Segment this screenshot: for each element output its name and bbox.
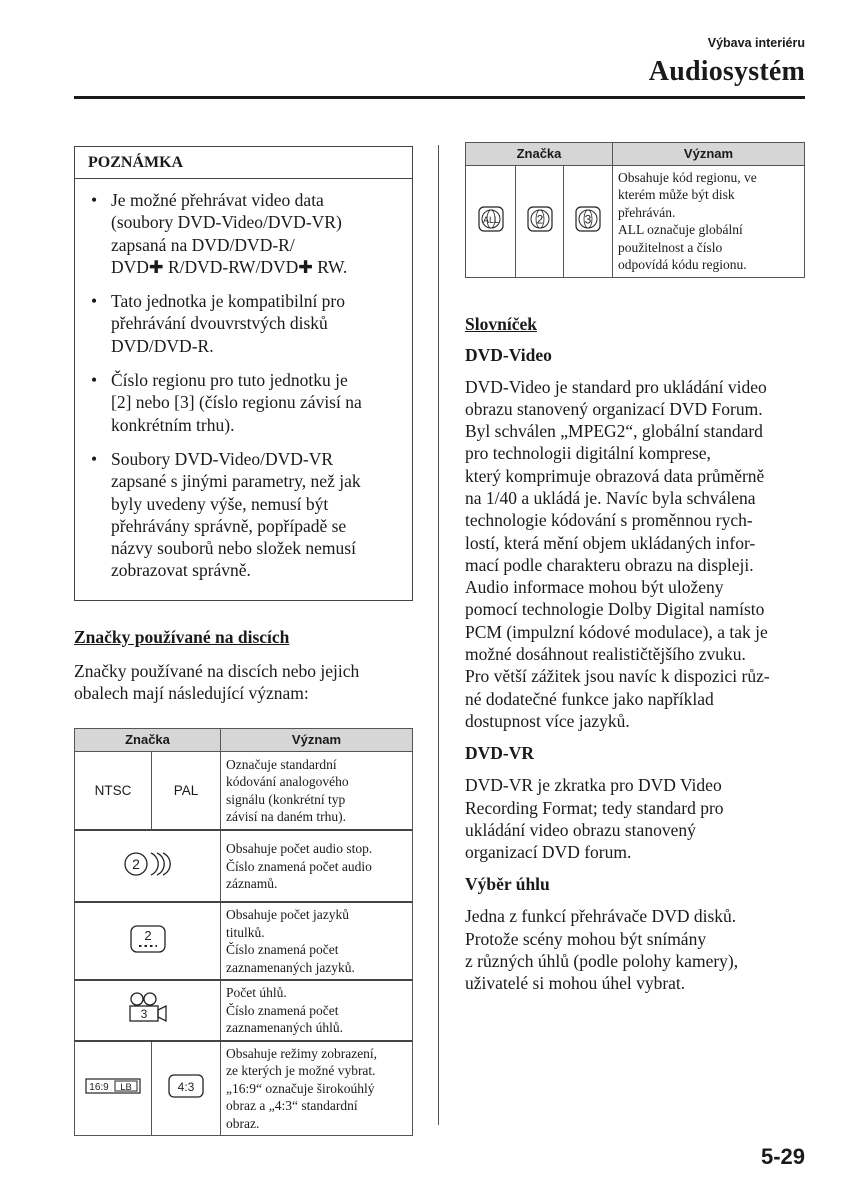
header-section: Výbava interiéru bbox=[707, 36, 805, 50]
letterbox-label: LB bbox=[120, 1082, 132, 1094]
note-item: • Soubory DVD-Video/DVD-VR zapsané s jinými parametry, než jak byly uvedeny výše, nemusí být přehrávány správně, popřípadě se názvy souborů nebo složek nemusí zobrazovat správně. bbox=[89, 448, 400, 582]
widescreen-label: 16:9 bbox=[89, 1082, 109, 1094]
note-list bbox=[75, 179, 412, 600]
note-item: • Číslo regionu pro tuto jednotku je [2] nebo [3] (číslo regionu závisí na konkrétním trhu). bbox=[89, 369, 400, 436]
region-2-label: 2 bbox=[536, 212, 543, 227]
region-3-label: 3 bbox=[584, 212, 592, 227]
aspect-ratio-icon bbox=[84, 1075, 142, 1097]
table-row bbox=[75, 980, 413, 1041]
right-column bbox=[465, 142, 805, 995]
note-box bbox=[74, 146, 413, 601]
dvd-video-title: DVD-Video bbox=[465, 344, 552, 365]
angle-title: Výběr úhlu bbox=[465, 874, 550, 895]
glossary-heading: Slovníček bbox=[465, 313, 537, 334]
col-meaning-header: Význam bbox=[221, 729, 413, 752]
disc-marks-heading: Značky používané na discích bbox=[74, 626, 290, 647]
table-row bbox=[75, 1041, 413, 1136]
note-title: POZNÁMKA bbox=[75, 147, 412, 179]
standard-ratio-label: 4:3 bbox=[177, 1080, 195, 1095]
angle-text: Jedna z funkcí přehrávače DVD disků. Protože scény mohou být snímány z různých úhlů (podle polohy kamery), uživatelé si mohou úhel vybrat. bbox=[465, 906, 739, 994]
camera-angle-icon bbox=[125, 991, 171, 1025]
region-all-cell bbox=[466, 165, 516, 277]
region-2-cell bbox=[516, 165, 564, 277]
region-col-mark-header: Značka bbox=[466, 143, 613, 166]
col-mark-header: Značka bbox=[75, 729, 221, 752]
column-divider bbox=[438, 145, 439, 1125]
ntsc-mark: NTSC bbox=[75, 751, 152, 830]
page-number: 5-29 bbox=[760, 1144, 805, 1169]
row-meaning: Obsahuje počet audio stop. Číslo znamená počet audio záznamů. bbox=[221, 830, 413, 902]
subtitles-cell bbox=[75, 902, 221, 980]
region-table bbox=[465, 142, 805, 278]
header-rule bbox=[74, 96, 805, 99]
subtitles-count: 2 bbox=[143, 928, 152, 944]
row-meaning: Označuje standardní kódování analogového signálu (konkrétní typ závisí na daném trhu). bbox=[221, 751, 413, 830]
camera-angle-count: 3 bbox=[140, 1007, 147, 1022]
region-meaning: Obsahuje kód regionu, ve kterém může být disk přehráván. ALL označuje globální použitelnost a číslo odpovídá kódu regionu. bbox=[613, 165, 805, 277]
note-item: • Je možné přehrávat video data (soubory DVD-Video/DVD-VR) zapsaná na DVD/DVD-R/ DVD✚ R/DVD-RW/DVD✚ RW. bbox=[89, 189, 400, 278]
region-3-icon bbox=[574, 205, 602, 233]
table-row bbox=[466, 165, 805, 277]
table-header-row bbox=[75, 729, 413, 752]
subtitles-icon bbox=[128, 923, 168, 955]
disc-marks-table bbox=[74, 728, 413, 1136]
dvd-vr-title: DVD-VR bbox=[465, 743, 535, 764]
page-title: Audiosystém bbox=[648, 56, 805, 87]
standard-ratio-icon bbox=[166, 1072, 206, 1100]
dvd-vr-text: DVD-VR je zkratka pro DVD Video Recording Format; tedy standard pro ukládání video obrazu stanovený organizací DVD forum. bbox=[465, 775, 724, 863]
row-meaning: Obsahuje režimy zobrazení, ze kterých je možné vybrat. „16:9“ označuje širokoúhlý obraz a „4:3“ standardní obraz. bbox=[221, 1041, 413, 1136]
audio-streams-icon bbox=[122, 849, 174, 879]
region-all-label: ALL bbox=[482, 214, 499, 225]
table-row bbox=[75, 751, 413, 830]
row-meaning: Obsahuje počet jazyků titulků. Číslo znamená počet zaznamenaných jazyků. bbox=[221, 902, 413, 980]
standard-ratio-cell bbox=[152, 1041, 221, 1136]
audio-streams-cell bbox=[75, 830, 221, 902]
pal-mark: PAL bbox=[152, 751, 221, 830]
widescreen-cell bbox=[75, 1041, 152, 1136]
region-3-cell bbox=[564, 165, 613, 277]
camera-angle-cell bbox=[75, 980, 221, 1041]
region-2-icon bbox=[526, 205, 554, 233]
disc-marks-intro: Značky používané na discích nebo jejich obalech mají následující význam: bbox=[74, 660, 360, 704]
table-header-row bbox=[466, 143, 805, 166]
left-column bbox=[74, 146, 413, 1136]
audio-streams-count: 2 bbox=[131, 856, 140, 873]
region-col-meaning-header: Význam bbox=[613, 143, 805, 166]
row-meaning: Počet úhlů. Číslo znamená počet zaznamenaných úhlů. bbox=[221, 980, 413, 1041]
table-row bbox=[75, 830, 413, 902]
note-item: • Tato jednotka je kompatibilní pro přehrávání dvouvrstvých disků DVD/DVD-R. bbox=[89, 290, 400, 357]
region-all-icon bbox=[477, 205, 505, 233]
dvd-video-text: DVD-Video je standard pro ukládání video obrazu stanovený organizací DVD Forum. Byl schválen „MPEG2“, globální standard pro technologii digitální komprese, který komprimuje obrazová data průměrně na 1/40 a ukládá je. Navíc byla schválena technologie kódování s proměnnou rych- lostí, která mění objem ukládaných infor- mací podle charakteru obrazu na displeji. Audio informace mohou být uloženy pomocí technologie Dolby Digital namísto PCM (impulzní kódové modulace), a tak je možné dosáhnout realističtějšího zvuku. Pro větší zážitek jsou navíc k dispozici růz- né dodatečné funkce jako například dostupnost více jazyků. bbox=[465, 376, 770, 731]
table-row bbox=[75, 902, 413, 980]
